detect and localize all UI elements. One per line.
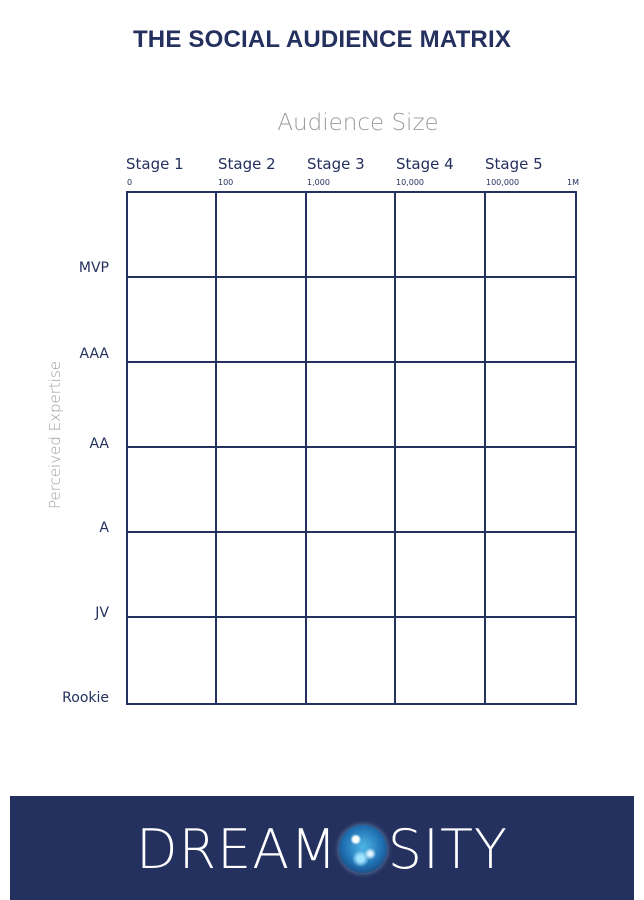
level-label-a: A [99,520,109,536]
tick-label-100: 100 [218,178,234,187]
matrix-cell [128,533,217,618]
matrix-cell [128,278,217,363]
stage-label-5: Stage 5 [485,155,543,173]
matrix-cell [307,363,396,448]
stage-label-3: Stage 3 [307,155,365,173]
stage-label-1: Stage 1 [126,155,184,173]
matrix-cell [396,448,485,533]
brand-logo-right: SITY [387,817,508,881]
matrix-grid [126,191,577,705]
matrix-cell [486,193,575,278]
crystal-orb-icon [339,825,387,873]
matrix-cell [486,533,575,618]
matrix-cell [307,533,396,618]
matrix-cell [128,448,217,533]
matrix-cell [307,448,396,533]
level-label-aa: AA [89,436,109,452]
matrix-cell [486,448,575,533]
tick-label-100000: 100,000 [486,178,520,187]
matrix-cell [307,193,396,278]
brand-logo [10,814,634,881]
stage-label-2: Stage 2 [218,155,276,173]
matrix-cell [396,363,485,448]
page-title: THE SOCIAL AUDIENCE MATRIX [132,26,512,53]
matrix-cell [486,618,575,703]
matrix-cell [128,363,217,448]
matrix-cell [217,193,306,278]
matrix-cell [307,618,396,703]
matrix-cell [217,278,306,363]
matrix-cell [128,618,217,703]
footer-banner [10,796,634,900]
matrix-cell [217,448,306,533]
matrix-cell [396,278,485,363]
matrix-cell [396,533,485,618]
tick-label-1000: 1,000 [307,178,330,187]
matrix-cell [128,193,217,278]
tick-label-1m: 1M [567,178,579,187]
brand-logo-left: DREAM [136,817,338,881]
level-label-aaa: AAA [79,346,109,362]
tick-label-10000: 10,000 [396,178,424,187]
matrix-cell [396,618,485,703]
level-label-mvp: MVP [78,260,109,276]
matrix-cell [396,193,485,278]
y-axis-title: Perceived Expertise [46,361,64,509]
matrix-cell [486,278,575,363]
matrix-cell [217,363,306,448]
level-label-rookie: Rookie [62,690,109,706]
x-axis-title: Audience Size [277,110,439,136]
matrix-cell [486,363,575,448]
matrix-cell [307,278,396,363]
matrix-cell [217,618,306,703]
tick-label-0: 0 [127,178,133,187]
matrix-cell [217,533,306,618]
level-label-jv: JV [95,605,109,621]
stage-label-4: Stage 4 [396,155,454,173]
